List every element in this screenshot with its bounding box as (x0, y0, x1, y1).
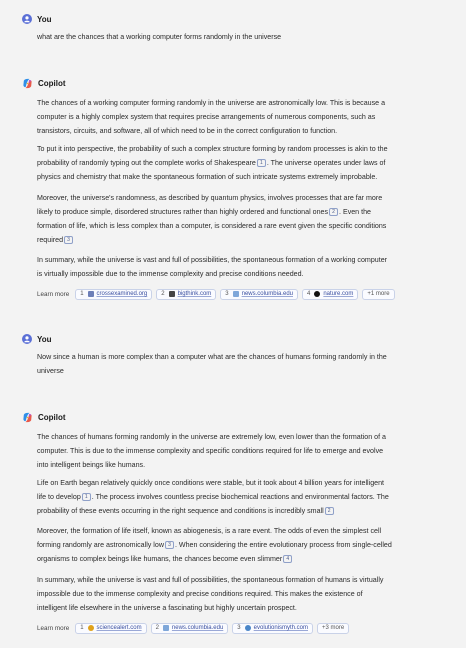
text-line: Moreover, the formation of life itself, known as abiogenesis, is a rare event. The odds of even the simplest cell (37, 527, 382, 535)
learn-more-label: Learn more (37, 624, 70, 632)
bigthink-icon (169, 291, 175, 297)
source-link-4[interactable]: 4 nature.com (302, 289, 358, 300)
text-line: formation of life, which is less complex than a computer, is considered a rare event given the specific conditions (37, 222, 387, 230)
copilot-logo-icon (22, 412, 33, 423)
response-paragraph (37, 476, 437, 518)
response-paragraph (37, 573, 437, 615)
author-name: You (37, 14, 52, 24)
user-header-2 (22, 333, 52, 345)
text-line: The chances of humans forming randomly in the universe are extremely low, even lower than the formation of a (37, 433, 386, 441)
text-line: Moreover, the universe's randomness, as described by quantum physics, involves processes that are far more (37, 194, 383, 202)
text-line: physics and chemistry that make the spontaneous formation of such intricate systems extremely improbable. (37, 173, 378, 181)
text-line: required 3 (37, 233, 437, 247)
text-line: organisms to complex beings like humans, the chances become even slimmer 4 (37, 552, 437, 566)
text-line: into intelligent beings like humans. (37, 461, 146, 469)
text-line: In summary, while the universe is vast and full of possibilities, the spontaneous formation of humans is virtually (37, 576, 384, 584)
text-line: probability of these events occurring in the right sequence and conditions is incredibly small 2 (37, 504, 437, 518)
author-name: Copilot (38, 78, 66, 88)
globe-icon (245, 625, 251, 631)
response-paragraph (37, 430, 437, 472)
source-link-1[interactable]: 1 sciencealert.com (75, 623, 146, 634)
text-line: forming randomly are astronomically low 3 . When considering the entire evolutionary process from single-celled (37, 541, 392, 549)
user-avatar-icon (22, 14, 32, 24)
text-line: likely to produce simple, disordered structures rather than highly ordered and functional ones 2 . Even the (37, 208, 371, 216)
copilot-header-1 (22, 77, 66, 89)
source-link-2[interactable]: 2 bigthink.com (156, 289, 216, 300)
text-line: Now since a human is more complex than a computer what are the chances of humans forming randomly in the (37, 353, 387, 361)
text-line: transistors, circuits, and software, all of which need to be in the correct configuration to function. (37, 127, 338, 135)
text-line: Life on Earth began relatively quickly once conditions were stable, but it took about 4 billion years for intelligent (37, 479, 385, 487)
source-link-3[interactable]: 3 evolutionismyth.com (232, 623, 313, 634)
user-avatar-icon (22, 334, 32, 344)
learn-more-bar (37, 288, 399, 300)
more-sources-button[interactable]: +1 more (362, 289, 394, 300)
text-line: is virtually impossible due to the immense complexity and precise conditions needed. (37, 270, 304, 278)
text-line: computer. This is due to the immense complexity and specific conditions required for life to emerge and evolve (37, 447, 384, 455)
text-line: impossible due to the immense complexity and precise conditions required. This makes the existence of (37, 590, 363, 598)
user-message-2 (37, 350, 437, 378)
response-paragraph (37, 96, 437, 138)
response-paragraph (37, 524, 437, 566)
columbia-icon (233, 291, 239, 297)
sciencealert-icon (88, 625, 94, 631)
text-line: probability of randomly typing out the complete works of Shakespeare 1 . The universe operates under laws of (37, 159, 386, 167)
response-paragraph (37, 253, 437, 281)
citation-marker[interactable]: 3 (165, 541, 174, 549)
source-link-3[interactable]: 3 news.columbia.edu (220, 289, 298, 300)
nature-icon (314, 291, 320, 297)
text-line: universe (37, 367, 64, 375)
citation-marker[interactable]: 1 (257, 159, 266, 167)
source-link-1[interactable]: 1 crossexamined.org (75, 289, 152, 300)
text-line: intelligent life elsewhere in the universe a fascinating but highly uncertain prospect. (37, 604, 297, 612)
copilot-logo-icon (22, 78, 33, 89)
citation-marker[interactable]: 2 (325, 507, 334, 515)
citation-marker[interactable]: 2 (329, 208, 338, 216)
text-line: The chances of a working computer forming randomly in the universe are astronomically low. This is because a (37, 99, 386, 107)
user-message-1: what are the chances that a working computer forms randomly in the universe (37, 33, 282, 41)
learn-more-label: Learn more (37, 290, 70, 298)
learn-more-bar (37, 622, 353, 634)
citation-marker[interactable]: 3 (64, 236, 73, 244)
citation-marker[interactable]: 4 (283, 555, 292, 563)
copilot-header-2 (22, 411, 66, 423)
citation-marker[interactable]: 1 (82, 493, 91, 501)
text-line: life to develop 1 . The process involves countless precise biochemical reactions and environmental factors. The (37, 493, 389, 501)
response-paragraph (37, 142, 437, 184)
text-line: To put it into perspective, the probability of such a complex structure forming by random processes is akin to the (37, 145, 388, 153)
text-line: In summary, while the universe is vast and full of possibilities, the spontaneous formation of a working computer (37, 256, 387, 264)
columbia-icon (163, 625, 169, 631)
author-name: You (37, 334, 52, 344)
author-name: Copilot (38, 412, 66, 422)
user-header-1 (22, 13, 52, 25)
source-link-2[interactable]: 2 news.columbia.edu (151, 623, 229, 634)
globe-icon (88, 291, 94, 297)
more-sources-button[interactable]: +3 more (317, 623, 349, 634)
text-line: computer is a highly complex system that requires precise arrangements of numerous components, such as (37, 113, 376, 121)
response-paragraph (37, 191, 437, 247)
